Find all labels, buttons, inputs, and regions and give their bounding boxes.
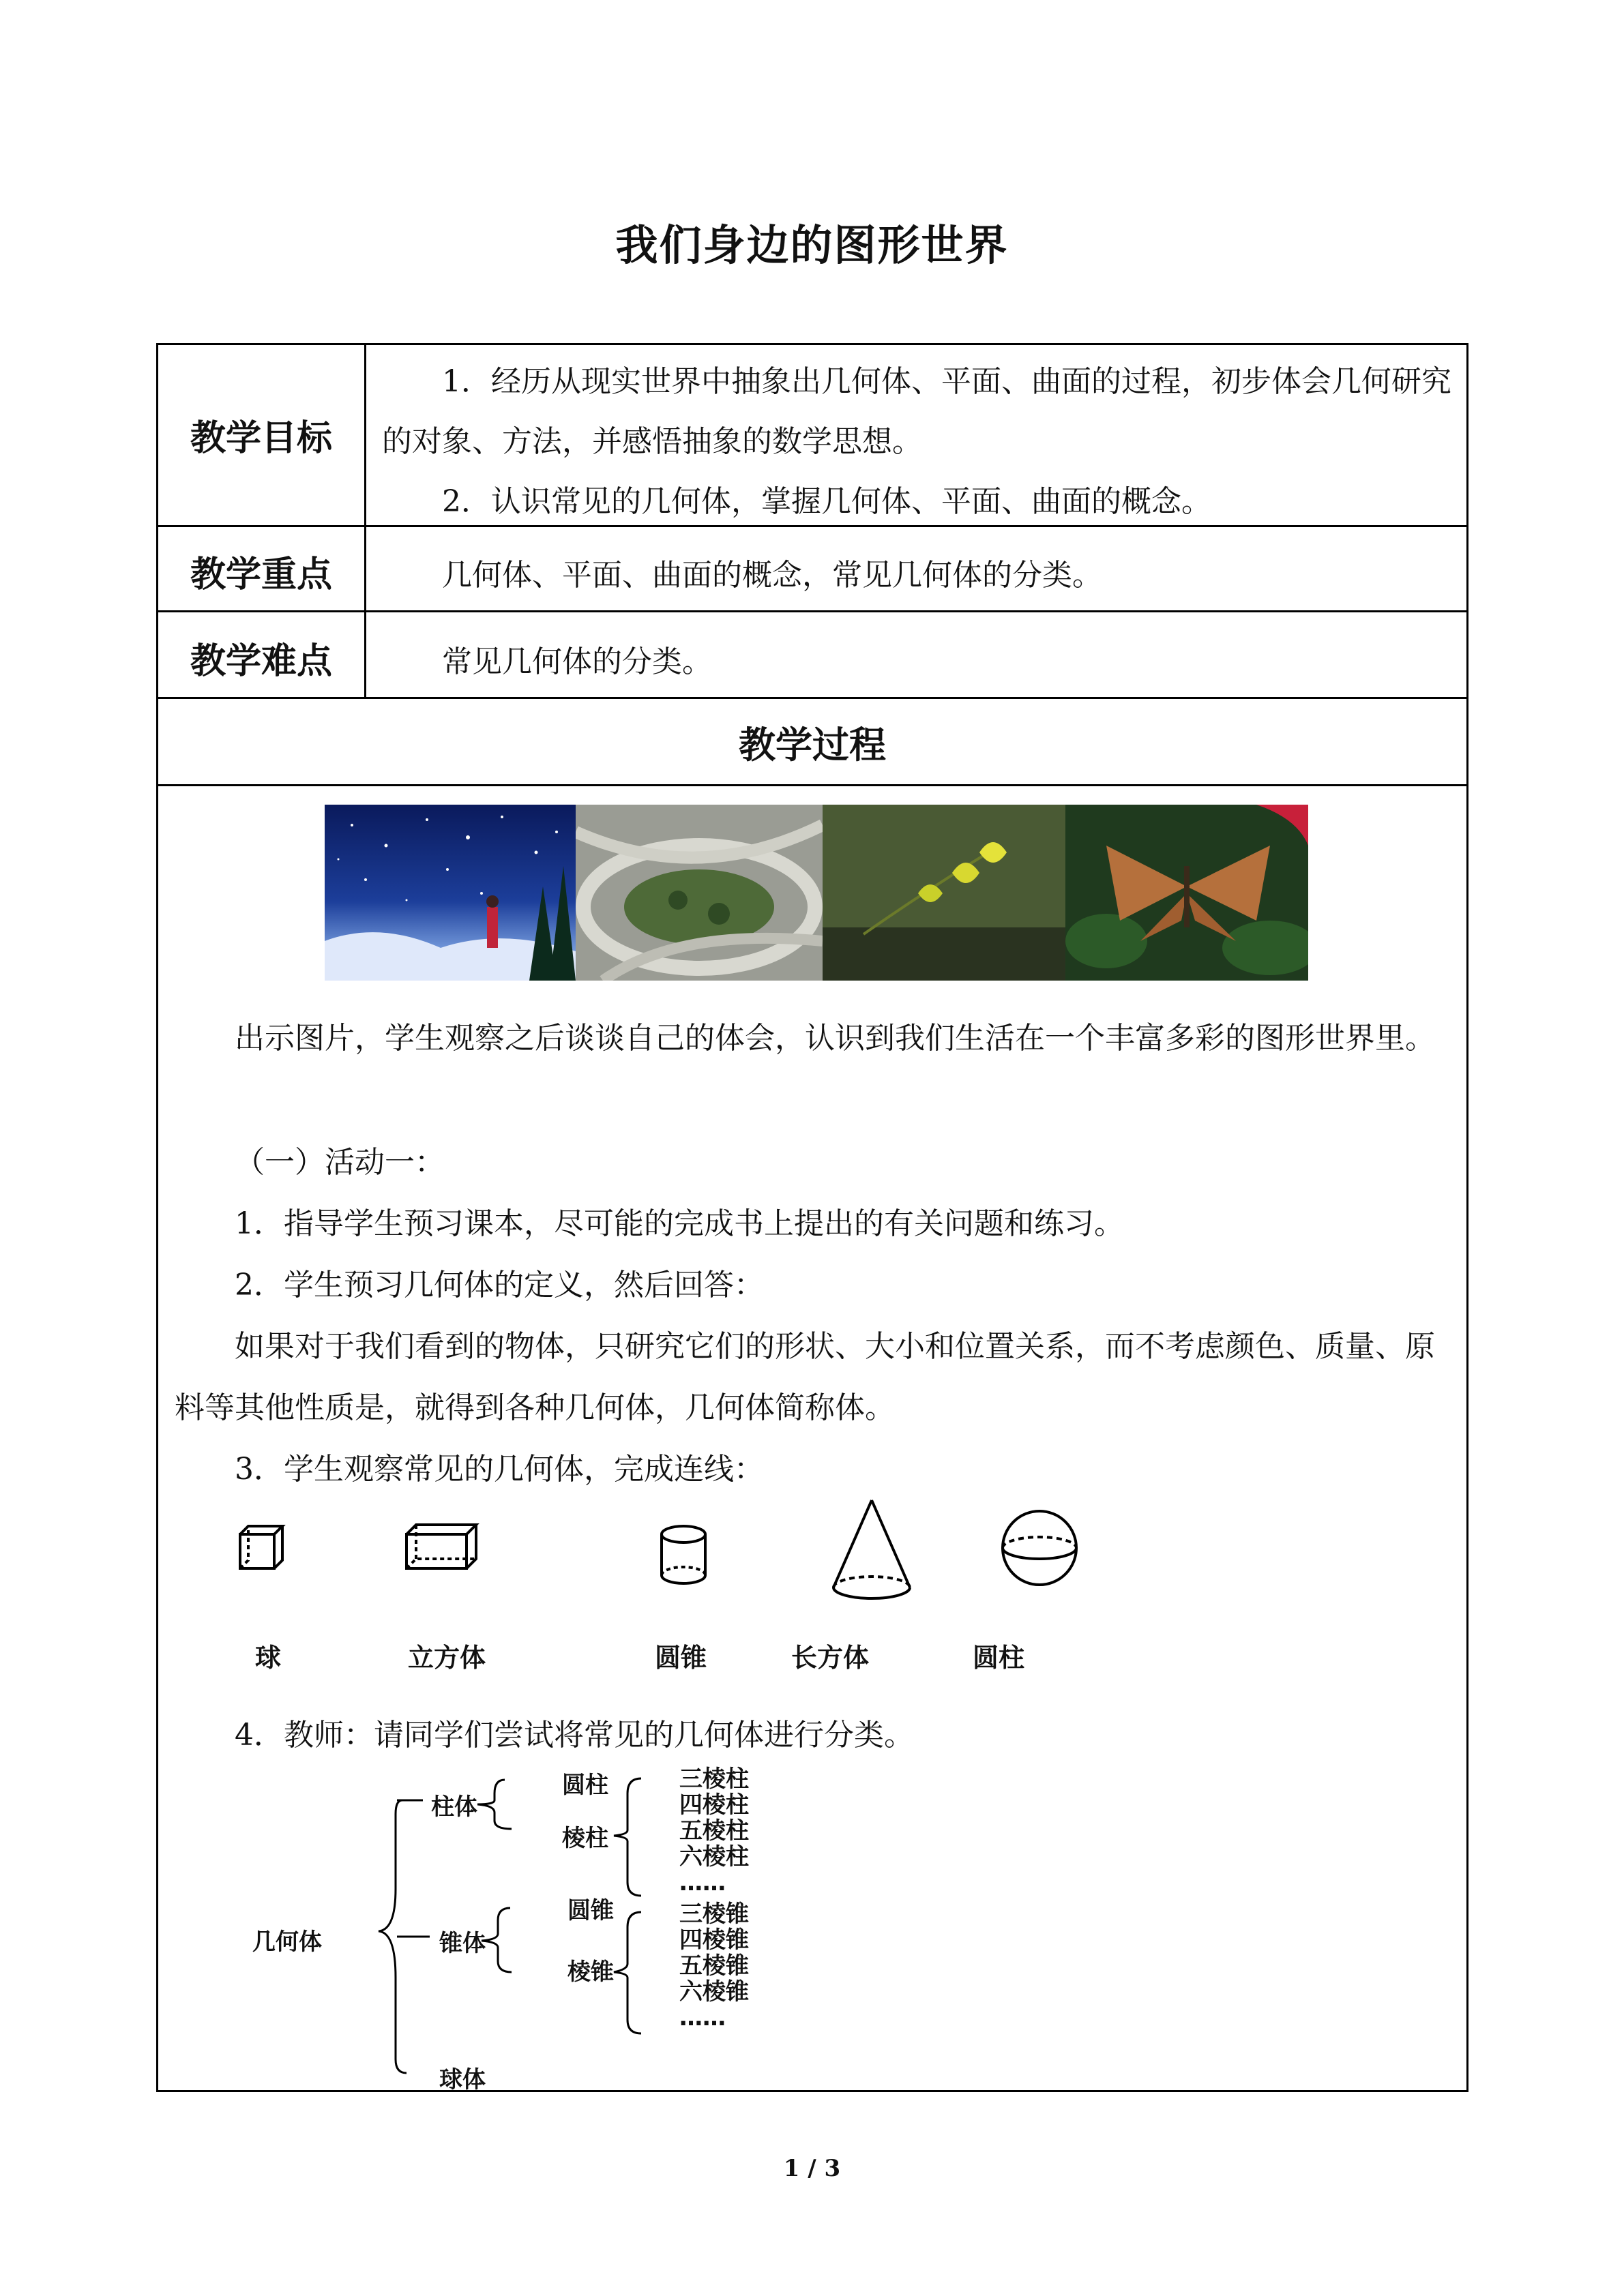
page-title: 我们身边的图形世界	[615, 220, 1009, 270]
pyramid-item: 五棱锥	[679, 1952, 749, 1980]
goal-item: 2．认识常见的几何体，掌握几何体、平面、曲面的概念。	[442, 484, 1211, 519]
table-column-divider	[364, 343, 366, 697]
page-number: 1 / 3	[783, 2155, 841, 2182]
definition-text: 如果对于我们看到的物体，只研究它们的形状、大小和位置关系，而不考虑颜色、质量、原料等其他性质是，就得到各种几何体，几何体简称体。	[175, 1329, 1435, 1425]
prism-list	[679, 1766, 749, 1896]
tree-node-cone-body: 锥体	[439, 1930, 486, 1957]
step-4: 4．教师：请同学们尝试将常见的几何体进行分类。	[235, 1718, 914, 1753]
cone-icon	[833, 1500, 910, 1598]
classification-brackets	[341, 1773, 696, 2087]
cylinder-icon	[662, 1526, 705, 1583]
goal-item: 1．经历从现实世界中抽象出几何体、平面、曲面的过程，初步体会几何研究的对象、方法，并感悟抽象的数学思想。	[382, 364, 1451, 459]
prism-item: 五棱柱	[679, 1817, 749, 1845]
prism-item: 六棱柱	[679, 1843, 749, 1870]
starry-sky-photo	[325, 805, 576, 981]
butterfly-illustration	[1065, 805, 1308, 981]
shape-label: 立方体	[408, 1643, 486, 1673]
tree-root: 几何体	[252, 1928, 322, 1956]
prism-item: 四棱柱	[679, 1791, 749, 1819]
shape-label: 圆锥	[655, 1643, 707, 1673]
solid-shapes	[232, 1487, 1091, 1609]
tree-node-prism: 棱柱	[562, 1825, 608, 1852]
pyramid-item: ……	[679, 2004, 726, 2031]
goals-label: 教学目标	[190, 418, 332, 459]
intro-text: 出示图片，学生观察之后谈谈自己的体会，认识到我们生活在一个丰富多彩的图形世界里。	[235, 1021, 1435, 1056]
leaves-photo	[823, 805, 1065, 981]
prism-item: 三棱柱	[679, 1765, 749, 1793]
shape-label: 圆柱	[973, 1643, 1025, 1673]
tree-node-sphere: 球体	[439, 2066, 486, 2093]
key-points-label: 教学重点	[190, 554, 332, 595]
activity-heading: （一）活动一：	[235, 1145, 445, 1180]
butterfly-photo	[1065, 805, 1308, 981]
leaves-illustration	[823, 805, 1065, 981]
pyramid-list	[679, 1901, 749, 2031]
tree-node-cone: 圆锥	[567, 1897, 614, 1924]
key-points-content	[382, 546, 1453, 606]
intro-paragraph	[175, 1008, 1451, 1069]
table-divider	[156, 610, 1468, 612]
starry-sky-illustration	[325, 805, 576, 981]
prism-item: ……	[679, 1869, 726, 1896]
tree-node-cylinder: 圆柱	[562, 1772, 608, 1799]
step-3: 3．学生观察常见的几何体，完成连线：	[235, 1452, 764, 1487]
table-divider	[156, 697, 1468, 699]
difficulty-label: 教学难点	[190, 641, 332, 682]
interchange-photo	[576, 805, 823, 981]
process-heading: 教学过程	[739, 724, 886, 766]
key-points-text: 几何体、平面、曲面的概念，常见几何体的分类。	[442, 558, 1102, 593]
step-1: 1．指导学生预习课本，尽可能的完成书上提出的有关问题和练习。	[235, 1206, 1124, 1241]
cube-icon	[240, 1526, 282, 1568]
cuboid-icon	[407, 1525, 476, 1568]
shape-label: 长方体	[791, 1643, 870, 1673]
definition-paragraph	[175, 1316, 1451, 1439]
difficulty-content	[382, 632, 1453, 692]
step-2: 2．学生预习几何体的定义，然后回答：	[235, 1268, 764, 1302]
tree-node-column: 柱体	[431, 1793, 477, 1821]
tree-node-pyramid: 棱锥	[567, 1958, 614, 1986]
shape-label: 球	[255, 1643, 282, 1673]
table-divider	[156, 784, 1468, 786]
difficulty-text: 常见几何体的分类。	[442, 644, 712, 679]
goals-content	[382, 352, 1453, 532]
pyramid-item: 三棱锥	[679, 1900, 749, 1928]
sphere-icon	[1003, 1511, 1076, 1585]
pyramid-item: 六棱锥	[679, 1978, 749, 2006]
pyramid-item: 四棱锥	[679, 1926, 749, 1954]
interchange-illustration	[576, 805, 823, 981]
